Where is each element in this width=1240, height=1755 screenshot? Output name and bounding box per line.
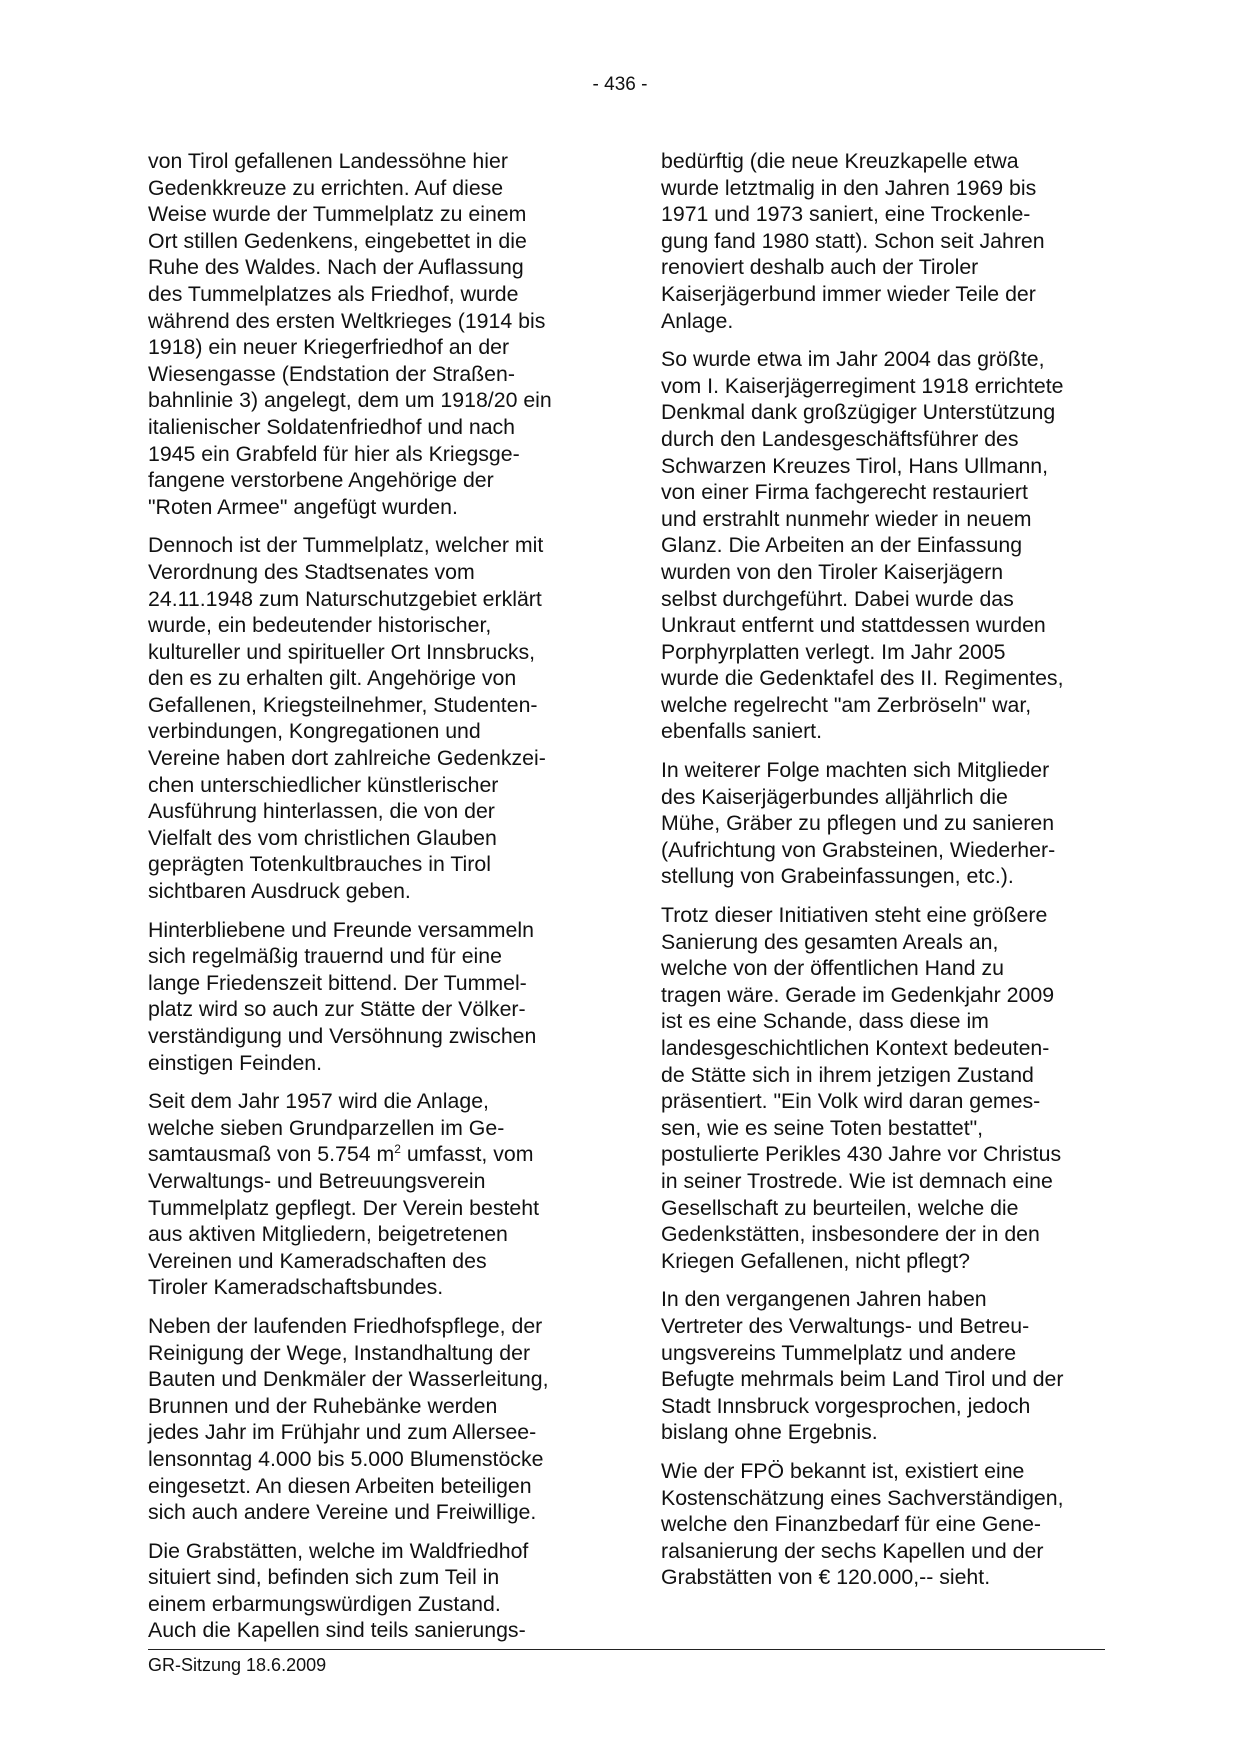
text-line: ist es eine Schande, dass diese im — [661, 1009, 989, 1034]
text-line: Verwaltungs- und Betreuungsverein — [148, 1168, 486, 1193]
text-line: So wurde etwa im Jahr 2004 das größte, — [661, 347, 1045, 372]
right-column — [661, 148, 1116, 1603]
text-line: Mühe, Gräber zu pflegen und zu sanieren — [661, 811, 1055, 836]
text-line: Wiesengasse (Endstation der Straßen- — [148, 361, 515, 386]
text-line: Grabstätten von € 120.000,-- sieht. — [661, 1565, 991, 1590]
text-line: Kostenschätzung eines Sachverständigen, — [661, 1485, 1064, 1510]
text-line: italienischer Soldatenfriedhof und nach — [148, 414, 516, 439]
paragraph — [661, 346, 1116, 745]
text-line: Seit dem Jahr 1957 wird die Anlage, — [148, 1089, 489, 1114]
text-line: "Roten Armee" angefügt wurden. — [148, 494, 458, 519]
text-line: und erstrahlt nunmehr wieder in neuem — [661, 506, 1032, 531]
text-line: geprägten Totenkultbrauches in Tirol — [148, 852, 491, 877]
text-line: 1918) ein neuer Kriegerfriedhof an der — [148, 335, 510, 360]
text-line: gung fand 1980 statt). Schon seit Jahren — [661, 228, 1045, 253]
text-line: sichtbaren Ausdruck geben. — [148, 879, 411, 904]
text-line: postulierte Perikles 430 Jahre vor Christus — [661, 1142, 1062, 1167]
text-line: sen, wie es seine Toten bestattet", — [661, 1115, 984, 1140]
text-line: tragen wäre. Gerade im Gedenkjahr 2009 — [661, 982, 1055, 1007]
text-line: chen unterschiedlicher künstlerischer — [148, 772, 499, 797]
text-line: während des ersten Weltkrieges (1914 bis — [148, 308, 546, 333]
text-line: Vereinen und Kameradschaften des — [148, 1248, 487, 1273]
text-line: wurde letztmalig in den Jahren 1969 bis — [661, 175, 1037, 200]
text-line: Trotz dieser Initiativen steht eine größere — [661, 903, 1048, 928]
text-line: Gefallenen, Kriegsteilnehmer, Studenten- — [148, 692, 538, 717]
text-line: Porphyrplatten verlegt. Im Jahr 2005 — [661, 639, 1006, 664]
text-line: Ausführung hinterlassen, die von der — [148, 799, 495, 824]
text-line: ebenfalls saniert. — [661, 719, 823, 744]
text-line: Ruhe des Waldes. Nach der Auflassung — [148, 255, 524, 280]
text-line: 1945 ein Grabfeld für hier als Kriegsge- — [148, 441, 520, 466]
text-line: einstigen Feinden. — [148, 1050, 323, 1075]
text-line: Gedenkkreuze zu errichten. Auf diese — [148, 175, 504, 200]
text-line: des Tummelplatzes als Friedhof, wurde — [148, 281, 519, 306]
text-line: jedes Jahr im Frühjahr und zum Allersee- — [148, 1420, 537, 1445]
paragraph — [148, 1088, 603, 1301]
paragraph — [661, 1286, 1116, 1446]
text-line: Gedenkstätten, insbesondere der in den — [661, 1222, 1040, 1247]
text-line: stellung von Grabeinfassungen, etc.). — [661, 864, 1014, 889]
text-line: wurde die Gedenktafel des II. Regimentes, — [661, 666, 1064, 691]
text-line: von Tirol gefallenen Landessöhne hier — [148, 149, 508, 173]
text-line: Anlage. — [661, 308, 734, 333]
text-line: Bauten und Denkmäler der Wasserleitung, — [148, 1367, 549, 1392]
text-line: präsentiert. "Ein Volk wird daran gemes- — [661, 1089, 1041, 1114]
text-line: de Stätte sich in ihrem jetzigen Zustand — [661, 1062, 1034, 1087]
text-line: Kriegen Gefallenen, nicht pflegt? — [661, 1248, 971, 1273]
page-number: - 436 - — [592, 74, 648, 95]
text-line: Ort stillen Gedenkens, eingebettet in die — [148, 228, 527, 253]
paragraph — [661, 902, 1116, 1274]
text-line: Weise wurde der Tummelplatz zu einem — [148, 202, 527, 227]
text-line: welche sieben Grundparzellen im Ge- — [148, 1115, 505, 1140]
text-line: welche regelrecht "am Zerbröseln" war, — [661, 692, 1032, 717]
paragraph — [148, 532, 603, 904]
paragraph — [148, 1313, 603, 1526]
footer-session-label: GR-Sitzung 18.6.2009 — [148, 1655, 327, 1675]
text-line: lensonntag 4.000 bis 5.000 Blumenstöcke — [148, 1446, 544, 1471]
text-line: Glanz. Die Arbeiten an der Einfassung — [661, 533, 1023, 558]
text-line: Dennoch ist der Tummelplatz, welcher mit — [148, 533, 544, 558]
text-line: Brunnen und der Ruhebänke werden — [148, 1393, 498, 1418]
text-line: 24.11.1948 zum Naturschutzgebiet erklärt — [148, 586, 542, 611]
text-line: In weiterer Folge machten sich Mitglieder — [661, 758, 1050, 783]
text-line: wurde, ein bedeutender historischer, — [148, 613, 492, 638]
text-line: in seiner Trostrede. Wie ist demnach eine — [661, 1168, 1053, 1193]
text-line: durch den Landesgeschäftsführer des — [661, 426, 1019, 451]
text-line: Vielfalt des vom christlichen Glauben — [148, 825, 497, 850]
text-line: Unkraut entfernt und stattdessen wurden — [661, 613, 1046, 638]
text-line: selbst durchgeführt. Dabei wurde das — [661, 586, 1014, 611]
text-line: Wie der FPÖ bekannt ist, existiert eine — [661, 1458, 1025, 1483]
footer-divider — [148, 1649, 1105, 1650]
text-line: fangene verstorbene Angehörige der — [148, 468, 494, 493]
text-line: ungsvereins Tummelplatz und andere — [661, 1340, 1017, 1365]
text-line: Vertreter des Verwaltungs- und Betreu- — [661, 1313, 1030, 1338]
paragraph — [661, 1458, 1116, 1591]
text-line: einem erbarmungswürdigen Zustand. — [148, 1591, 501, 1616]
text-line: Befugte mehrmals beim Land Tirol und der — [661, 1367, 1064, 1392]
text-line: Reinigung der Wege, Instandhaltung der — [148, 1340, 531, 1365]
text-line: welche den Finanzbedarf für eine Gene- — [661, 1512, 1042, 1537]
text-line: lange Friedenszeit bittend. Der Tummel- — [148, 970, 527, 995]
text-line: Denkmal dank großzügiger Unterstützung — [661, 400, 1056, 425]
text-line: von einer Firma fachgerecht restauriert — [661, 480, 1028, 505]
paragraph — [661, 757, 1116, 890]
text-line: platz wird so auch zur Stätte der Völker- — [148, 997, 526, 1022]
area-text: samtausmaß von 5.754 m — [148, 1142, 395, 1167]
paragraph — [148, 917, 603, 1077]
paragraph — [148, 1538, 603, 1644]
text-line: Neben der laufenden Friedhofspflege, der — [148, 1313, 543, 1338]
text-line: bislang ohne Ergebnis. — [661, 1420, 878, 1445]
text-line: Tiroler Kameradschaftsbundes. — [148, 1275, 444, 1300]
text-line: 1971 und 1973 saniert, eine Trockenle- — [661, 202, 1031, 227]
text-line: bedürftig (die neue Kreuzkapelle etwa — [661, 149, 1019, 173]
text-line: landesgeschichtlichen Kontext bedeuten- — [661, 1036, 1050, 1060]
paragraph — [661, 148, 1116, 334]
text-line: welche von der öffentlichen Hand zu — [661, 956, 1004, 981]
text-line: Gesellschaft zu beurteilen, welche die — [661, 1195, 1019, 1220]
text-line: Kaiserjägerbund immer wieder Teile der — [661, 281, 1036, 306]
text-line: ralsanierung der sechs Kapellen und der — [661, 1538, 1044, 1563]
text-line: Auch die Kapellen sind teils sanierungs- — [148, 1618, 526, 1643]
text-line: wurden von den Tiroler Kaiserjägern — [661, 559, 1004, 584]
text-line: den es zu erhalten gilt. Angehörige von — [148, 666, 517, 691]
text-line: Vereine haben dort zahlreiche Gedenkzei- — [148, 746, 546, 771]
text-line: situiert sind, befinden sich zum Teil in — [148, 1565, 500, 1590]
text-line: verständigung und Versöhnung zwischen — [148, 1024, 537, 1048]
text-line-with-superscript — [148, 1141, 603, 1168]
superscript-exponent: 2 — [394, 1142, 401, 1157]
text-line: Sanierung des gesamten Areals an, — [661, 929, 999, 954]
text-line: sich regelmäßig trauernd und für eine — [148, 944, 502, 969]
text-line: Hinterbliebene und Freunde versammeln — [148, 917, 534, 942]
text-line: verbindungen, Kongregationen und — [148, 719, 481, 744]
text-line: renoviert deshalb auch der Tiroler — [661, 255, 979, 280]
text-line: Verordnung des Stadtsenates vom — [148, 559, 475, 584]
text-line: Stadt Innsbruck vorgesprochen, jedoch — [661, 1393, 1031, 1418]
text-line: eingesetzt. An diesen Arbeiten beteiligen — [148, 1473, 532, 1498]
text-line: bahnlinie 3) angelegt, dem um 1918/20 ein — [148, 388, 552, 413]
text-line: Schwarzen Kreuzes Tirol, Hans Ullmann, — [661, 453, 1049, 478]
left-column — [148, 148, 603, 1656]
text-line: Tummelplatz gepflegt. Der Verein besteht — [148, 1195, 540, 1220]
text-line: des Kaiserjägerbundes alljährlich die — [661, 784, 1008, 809]
text-line: Die Grabstätten, welche im Waldfriedhof — [148, 1538, 529, 1563]
text-line: sich auch andere Vereine und Freiwillige. — [148, 1500, 537, 1525]
text-line: kultureller und spiritueller Ort Innsbrucks, — [148, 639, 536, 664]
area-text-suffix: umfasst, vom — [400, 1142, 534, 1167]
text-line: aus aktiven Mitgliedern, beigetretenen — [148, 1222, 508, 1247]
text-line: In den vergangenen Jahren haben — [661, 1287, 987, 1312]
paragraph — [148, 148, 603, 520]
text-line: (Aufrichtung von Grabsteinen, Wiederher- — [661, 837, 1056, 862]
text-line: vom I. Kaiserjägerregiment 1918 errichtete — [661, 373, 1064, 398]
